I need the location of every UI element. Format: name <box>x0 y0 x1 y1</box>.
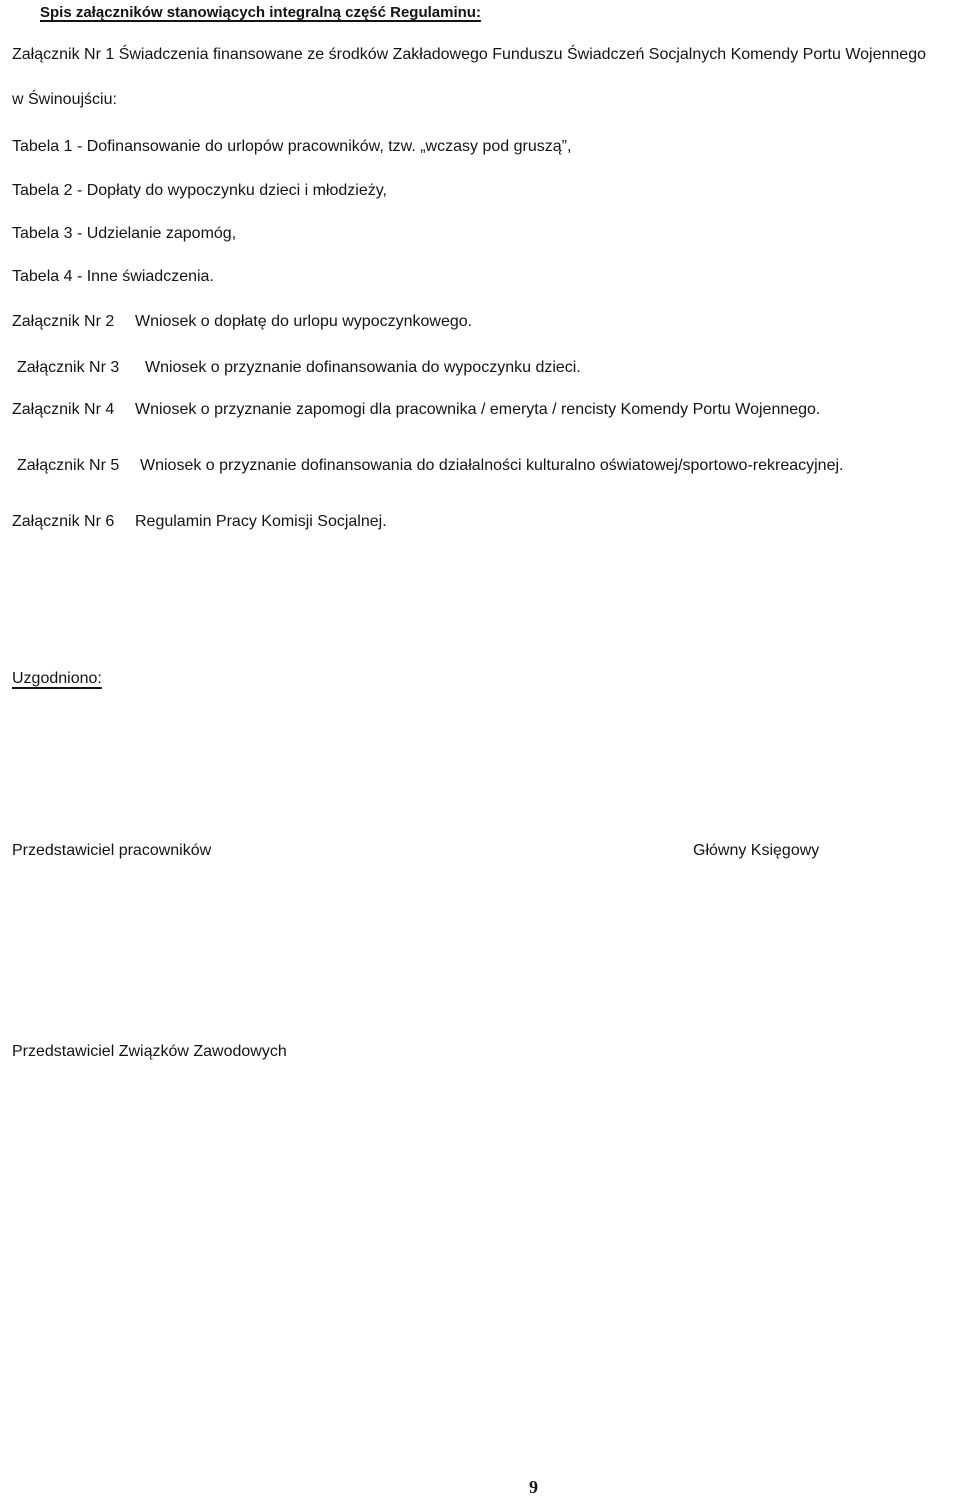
employees-representative-signature: Przedstawiciel pracowników <box>12 842 212 859</box>
attachment-4-text: Wniosek o przyznanie zapomogi dla pracownika / emeryta / rencisty Komendy Portu Wojennego. <box>135 401 821 418</box>
attachment-6-row <box>0 512 960 532</box>
attachment-4-label: Załącznik Nr 4 <box>12 401 115 418</box>
attachment-6-text: Regulamin Pracy Komisji Socjalnej. <box>135 513 387 530</box>
attachment-3-row <box>0 358 960 378</box>
attachment-3-text: Wniosek o przyznanie dofinansowania do wypoczynku dzieci. <box>145 359 581 376</box>
table-4-item: Tabela 4 - Inne świadczenia. <box>12 268 214 285</box>
attachment-2-row <box>0 312 960 332</box>
document-heading: Spis załączników stanowiących integralną część Regulaminu: <box>40 4 481 21</box>
table-2-item: Tabela 2 - Dopłaty do wypoczynku dzieci i młodzieży, <box>12 182 387 199</box>
attachment-1-label: Załącznik Nr 1 <box>12 46 115 63</box>
attachment-1-continuation: w Świnoujściu: <box>12 91 117 108</box>
attachment-4-row <box>0 400 960 420</box>
attachment-1-line <box>12 45 926 65</box>
table-3-item: Tabela 3 - Udzielanie zapomóg, <box>12 225 237 242</box>
attachment-2-label: Załącznik Nr 2 <box>12 313 115 330</box>
attachment-5-label: Załącznik Nr 5 <box>17 457 120 474</box>
page-number: 9 <box>529 1477 538 1497</box>
attachment-1-text: Świadczenia finansowane ze środków Zakładowego Funduszu Świadczeń Socjalnych Komendy Portu Wojennego <box>118 46 926 63</box>
attachment-3-label: Załącznik Nr 3 <box>17 359 120 376</box>
chief-accountant-signature: Główny Księgowy <box>693 842 820 859</box>
agreed-heading: Uzgodniono: <box>12 670 102 687</box>
attachment-2-text: Wniosek o dopłatę do urlopu wypoczynkowego. <box>135 313 473 330</box>
attachment-6-label: Załącznik Nr 6 <box>12 513 115 530</box>
unions-representative-signature: Przedstawiciel Związków Zawodowych <box>12 1043 287 1060</box>
attachment-5-row <box>0 456 960 476</box>
table-1-item: Tabela 1 - Dofinansowanie do urlopów pracowników, tzw. „wczasy pod gruszą”, <box>12 138 572 155</box>
attachment-5-text: Wniosek o przyznanie dofinansowania do działalności kulturalno oświatowej/sportowo-rekreacyjnej. <box>140 457 844 474</box>
